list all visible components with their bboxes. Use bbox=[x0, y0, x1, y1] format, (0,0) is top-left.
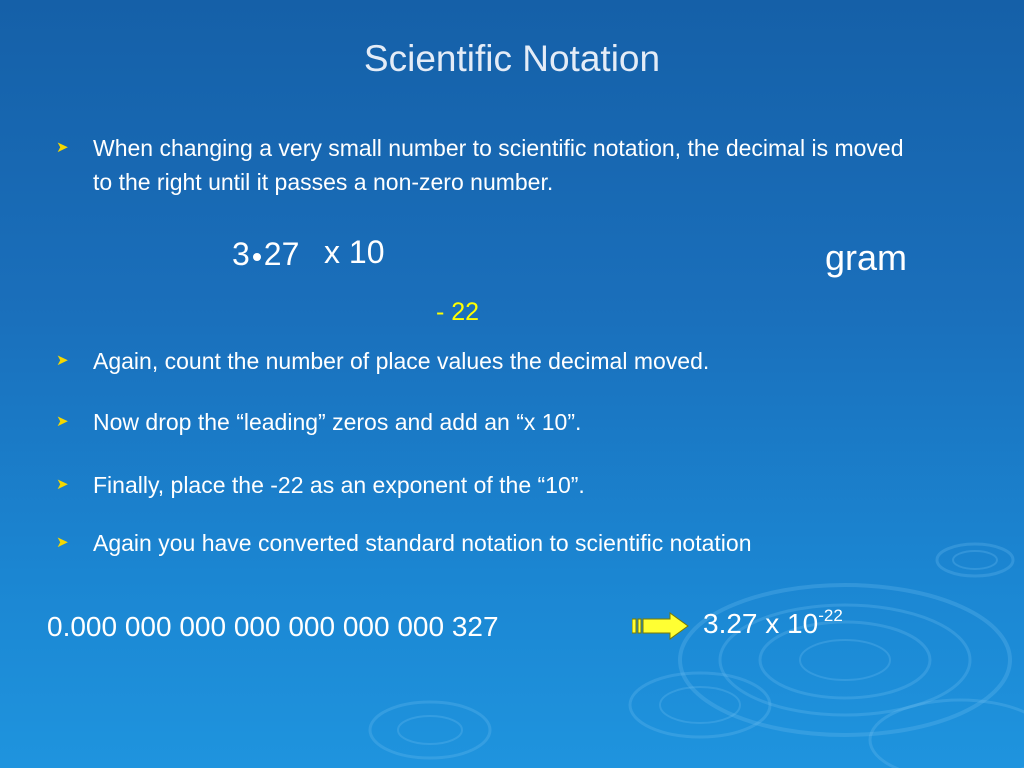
bullet-5-text: Again you have converted standard notation to scientific notation bbox=[93, 530, 752, 556]
example-unit: gram bbox=[825, 237, 908, 278]
scientific-notation-value bbox=[703, 608, 843, 640]
bullet-3-text: Now drop the “leading” zeros and add an “x 10”. bbox=[93, 409, 582, 435]
bullet-1-text: When changing a very small number to scientific notation, the decimal is moved to the right until it passes a non-zero number. bbox=[93, 135, 904, 195]
example-exponent-label: - 22 bbox=[436, 298, 480, 326]
mantissa-trailing-digits: 27 bbox=[263, 236, 300, 272]
standard-notation-value: 0.000 000 000 000 000 000 000 327 bbox=[47, 611, 499, 642]
block-arrow-icon bbox=[632, 612, 690, 640]
bullet-4 bbox=[56, 468, 956, 502]
scientific-base: 3.27 x 10 bbox=[703, 608, 819, 639]
mantissa-leading-digit: 3 bbox=[232, 236, 250, 272]
example-mantissa bbox=[232, 236, 299, 273]
arrow-bullet-icon: ➤ bbox=[56, 352, 69, 369]
example-times-ten: x 10 bbox=[324, 234, 385, 270]
bullet-5 bbox=[56, 526, 976, 560]
bullet-1 bbox=[56, 131, 916, 199]
arrow-bullet-icon: ➤ bbox=[56, 476, 69, 493]
bullet-2-text: Again, count the number of place values the decimal moved. bbox=[93, 348, 710, 374]
bullet-4-text: Finally, place the -22 as an exponent of the “10”. bbox=[93, 472, 585, 498]
scientific-exponent: -22 bbox=[818, 606, 843, 625]
arrow-bullet-icon: ➤ bbox=[56, 534, 69, 551]
bullet-2 bbox=[56, 344, 956, 378]
decimal-point-dot bbox=[253, 253, 261, 261]
arrow-bullet-icon: ➤ bbox=[56, 139, 69, 156]
slide-title: Scientific Notation bbox=[363, 38, 661, 79]
bullet-3 bbox=[56, 405, 956, 439]
arrow-bullet-icon: ➤ bbox=[56, 413, 69, 430]
